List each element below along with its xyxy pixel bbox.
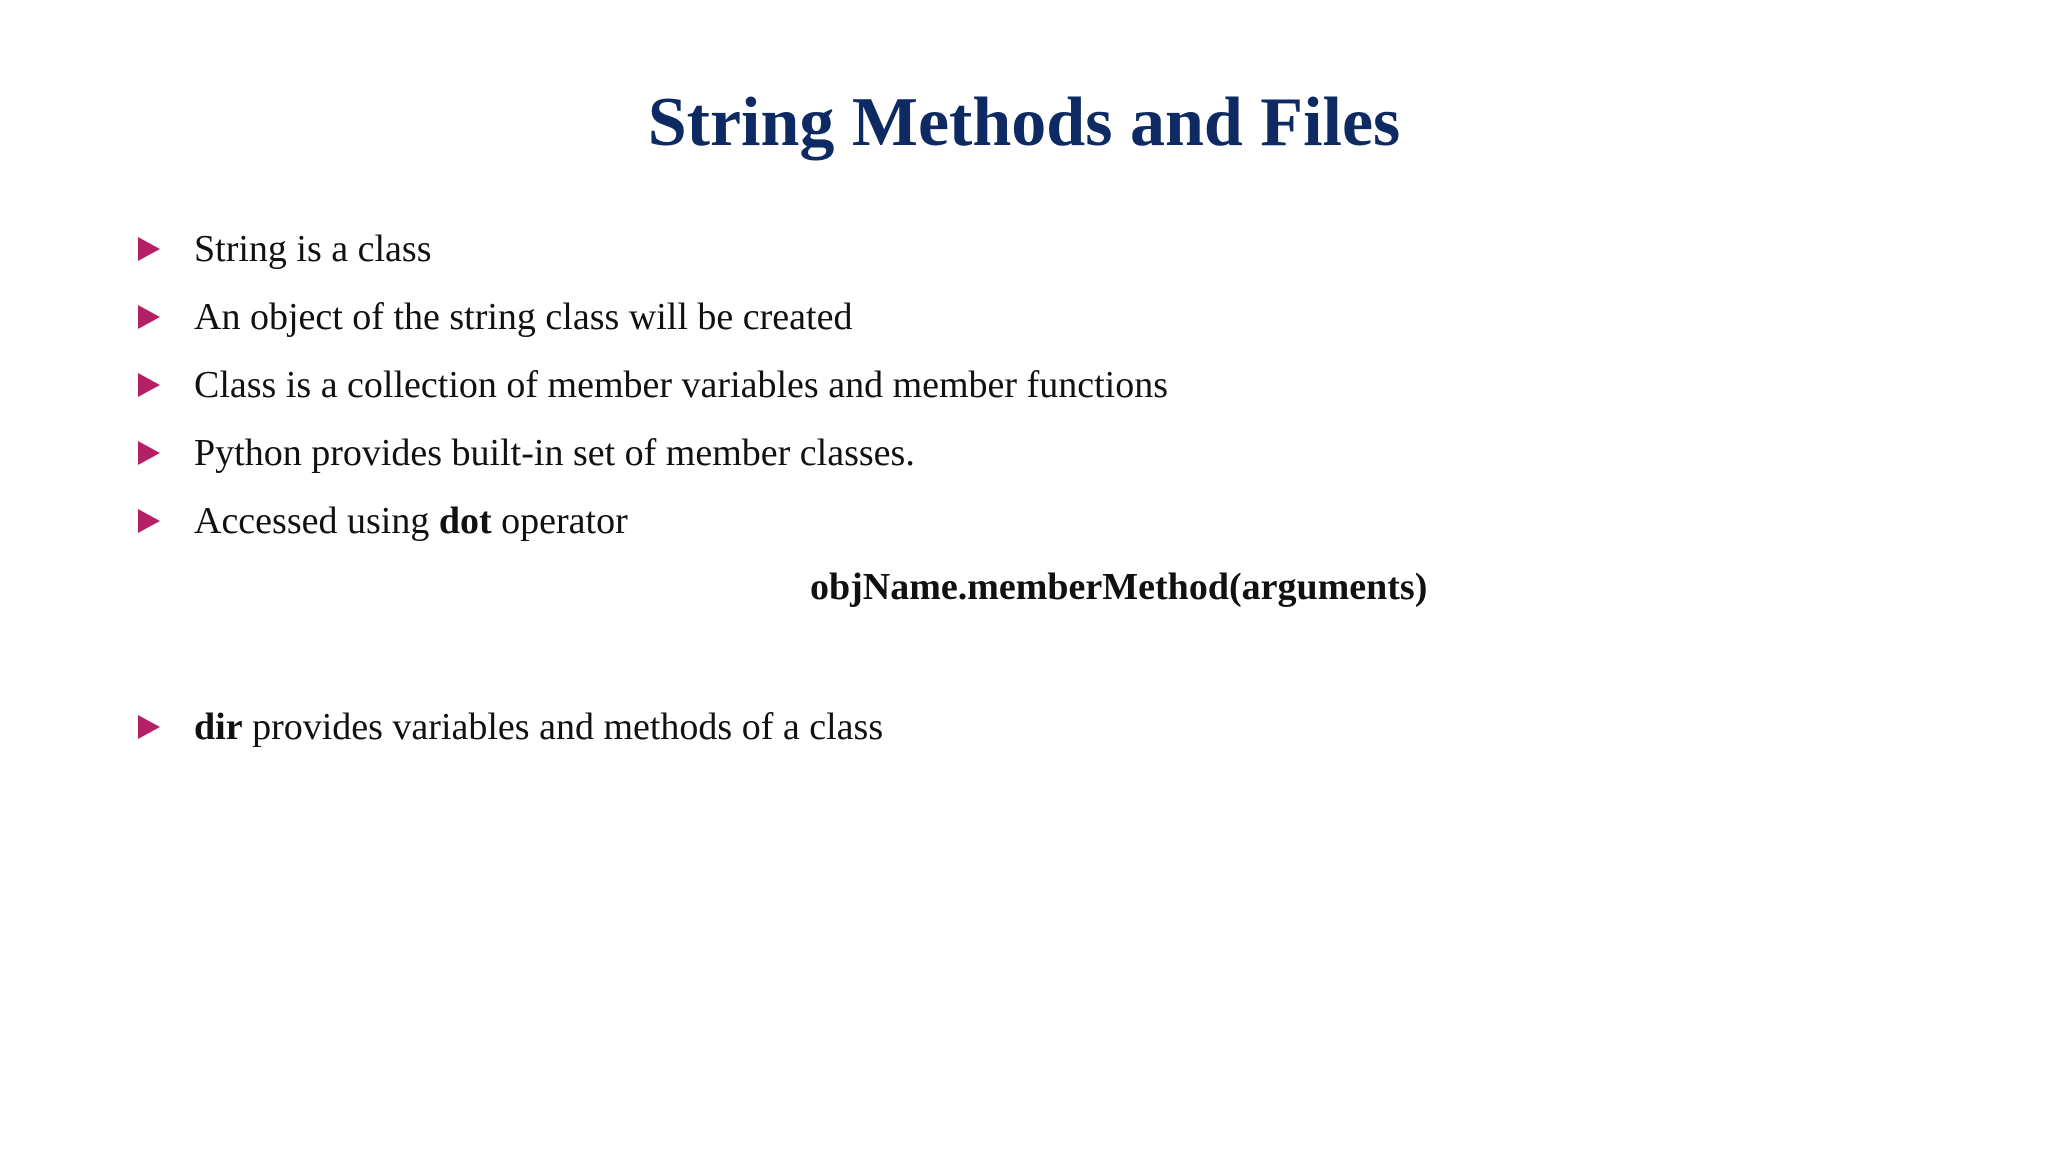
- triangle-right-icon: [138, 237, 160, 261]
- triangle-right-icon: [138, 509, 160, 533]
- bullet-item: [138, 292, 852, 342]
- bullet-text: String is a class: [194, 228, 432, 270]
- bullet-text-suffix: provides variables and methods of a class: [242, 706, 884, 748]
- slide-title: String Methods and Files: [647, 84, 1401, 161]
- bullet-text: [194, 496, 628, 546]
- bullet-item: [138, 428, 915, 478]
- bullet-text-bold: dot: [438, 500, 492, 542]
- bullet-text: Python provides built-in set of member classes.: [194, 432, 915, 474]
- triangle-right-icon: [138, 305, 160, 329]
- bullet-text: [194, 702, 883, 752]
- bullet-text: An object of the string class will be created: [194, 296, 853, 338]
- bullet-text-prefix: Accessed using: [194, 500, 439, 542]
- bullet-item: [138, 224, 431, 274]
- bullet-text-suffix: operator: [491, 500, 628, 542]
- bullet-item: [138, 360, 1168, 410]
- bullet-text-bold: dir: [194, 706, 243, 748]
- syntax-example: objName.memberMethod(arguments): [810, 566, 1428, 608]
- triangle-right-icon: [138, 715, 160, 739]
- bullet-text: Class is a collection of member variables and member functions: [194, 364, 1168, 406]
- bullet-item: [138, 702, 883, 752]
- triangle-right-icon: [138, 441, 160, 465]
- triangle-right-icon: [138, 373, 160, 397]
- bullet-item: [138, 496, 628, 546]
